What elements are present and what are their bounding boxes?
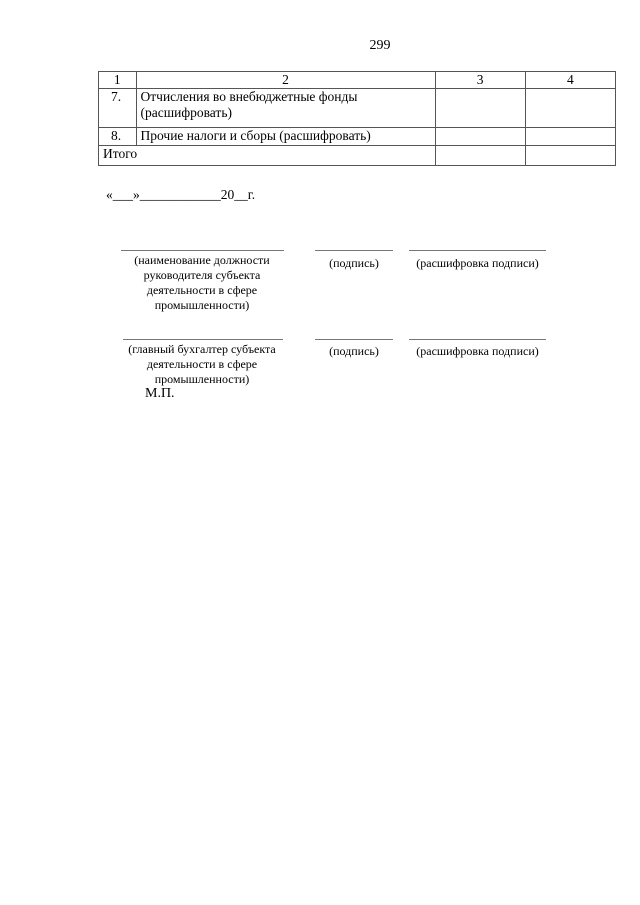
row-col4[interactable] <box>525 128 615 146</box>
tax-table <box>98 71 616 166</box>
accountant-signature-line <box>315 339 393 340</box>
head-decoding-caption: (расшифровка подписи) <box>416 256 539 270</box>
head-signature-line <box>315 250 393 251</box>
header-cell-2: 2 <box>136 72 435 89</box>
head-position-caption: (наименование должности руководителя субъекта деятельности в сфере промышленности) <box>134 253 270 312</box>
header-cell-4: 4 <box>525 72 615 89</box>
date-line: «___»____________20__г. <box>106 187 256 202</box>
table-header-row <box>99 72 616 89</box>
row-name: Прочие налоги и сборы (расшифровать) <box>136 128 435 146</box>
accountant-signature-caption: (подпись) <box>329 344 379 358</box>
accountant-decoding-caption: (расшифровка подписи) <box>416 344 539 358</box>
page-number: 299 <box>369 38 391 53</box>
total-label: Итого <box>99 146 436 166</box>
header-cell-1: 1 <box>99 72 137 89</box>
head-position-line <box>121 250 284 251</box>
head-decoding-line <box>409 250 546 251</box>
header-cell-3: 3 <box>435 72 525 89</box>
accountant-decoding-line <box>409 339 546 340</box>
table-row <box>99 89 616 128</box>
row-col3[interactable] <box>435 89 525 128</box>
total-col4[interactable] <box>525 146 615 166</box>
row-number: 8. <box>99 128 137 146</box>
row-col3[interactable] <box>435 128 525 146</box>
accountant-position-line <box>123 339 283 340</box>
accountant-position-caption: (главный бухгалтер субъекта деятельности в сфере промышленности) <box>128 342 276 386</box>
row-name: Отчисления во внебюджетные фонды (расшифровать) <box>136 89 435 128</box>
row-number: 7. <box>99 89 137 128</box>
total-row <box>99 146 616 166</box>
row-col4[interactable] <box>525 89 615 128</box>
table-row <box>99 128 616 146</box>
total-col3[interactable] <box>435 146 525 166</box>
head-signature-caption: (подпись) <box>329 256 379 270</box>
stamp-label: М.П. <box>145 386 175 401</box>
